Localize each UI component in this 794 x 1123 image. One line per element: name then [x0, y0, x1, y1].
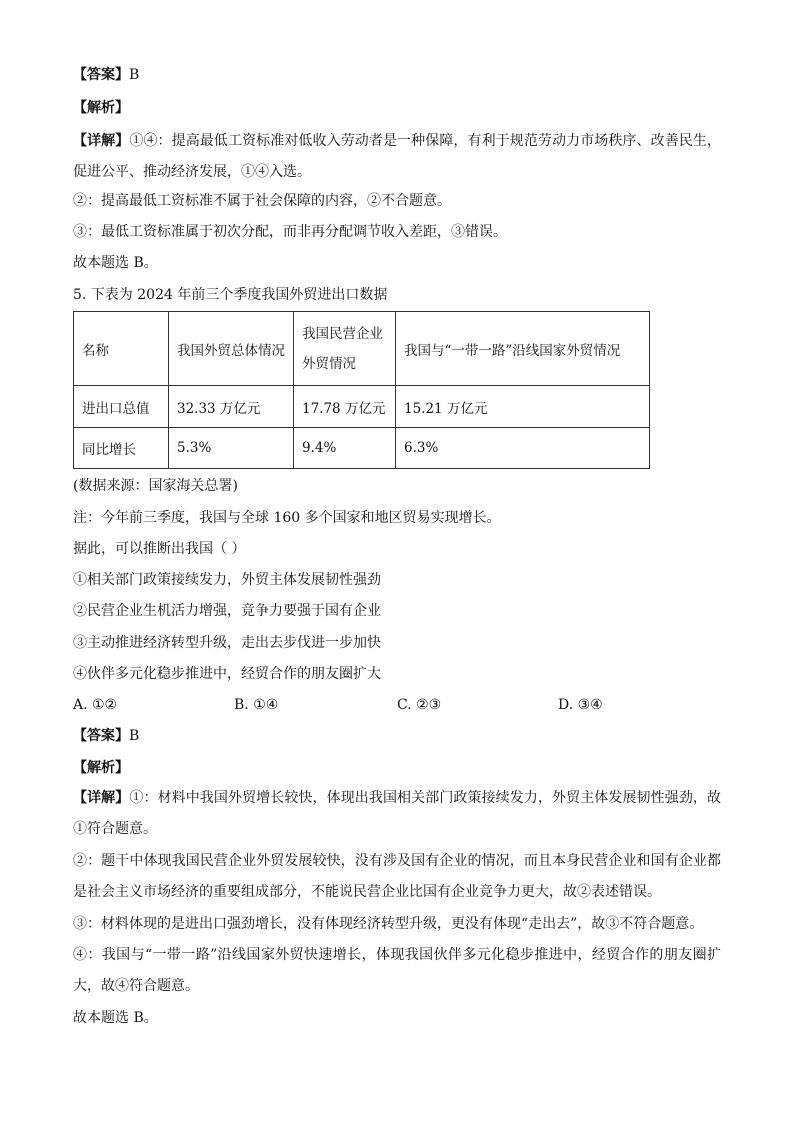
answer-label: 【答案】 — [73, 728, 129, 744]
note: 注：今年前三季度，我国与全球 160 多个国家和地区贸易实现增长。 — [73, 510, 501, 526]
option-d[interactable]: D. ③④ — [558, 697, 603, 713]
table-row — [74, 386, 650, 428]
conclusion: 故本题选 B。 — [73, 1010, 158, 1026]
detail-label: 【详解】 — [73, 133, 130, 149]
data-source: (数据来源：国家海关总署) — [73, 478, 238, 494]
table-cell: 5.3% — [169, 428, 294, 469]
answer-line — [73, 65, 139, 85]
detail-label: 【详解】 — [73, 790, 130, 806]
answer-label: 【答案】 — [73, 67, 129, 83]
detail-paragraph: ②：题干中体现我国民营企业外贸发展较快，没有涉及国有企业的情况，而且本身民营企业和国有企业都是社会主义市场经济的重要组成部分，不能说民营企业比国有企业竞争力更大，故②表述错误。 — [73, 853, 721, 900]
answer-options — [73, 695, 721, 715]
table-cell: 32.33 万亿元 — [169, 386, 294, 428]
answer-line — [73, 726, 139, 746]
detail-paragraph: ②：提高最低工资标准不属于社会保障的内容，②不合题意。 — [73, 193, 451, 209]
table-header-cell: 名称 — [74, 312, 169, 386]
table-cell: 15.21 万亿元 — [396, 386, 650, 428]
table-header-cell: 我国与“一带一路”沿线国家外贸情况 — [396, 312, 650, 386]
detail-text: ①④：提高最低工资标准对低收入劳动者是一种保障，有利于规范劳动力市场秩序、改善民生，促进公平、推动经济发展，①④入选。 — [73, 133, 722, 180]
analysis-label: 【解析】 — [73, 100, 129, 116]
detail-text: ①：材料中我国外贸增长较快，体现出我国相关部门政策接续发力，外贸主体发展韧性强劲，故①符合题意。 — [73, 790, 722, 837]
table-header-row — [74, 312, 650, 386]
analysis-label: 【解析】 — [73, 760, 129, 776]
table-cell: 6.3% — [396, 428, 650, 469]
statement-4: ④伙伴多元化稳步推进中，经贸合作的朋友圈扩大 — [73, 666, 381, 682]
table-header-cell: 我国民营企业外贸情况 — [294, 312, 396, 386]
table-cell: 同比增长 — [74, 428, 169, 469]
statement-3: ③主动推进经济转型升级，走出去步伐进一步加快 — [73, 635, 381, 651]
detail-paragraph: ④：我国与“一带一路”沿线国家外贸快速增长，体现我国伙伴多元化稳步推进中，经贸合作的朋友圈扩大，故④符合题意。 — [73, 947, 721, 994]
statement-1: ①相关部门政策接续发力，外贸主体发展韧性强劲 — [73, 572, 381, 588]
question-stem: 5. 下表为 2024 年前三个季度我国外贸进出口数据 — [73, 287, 388, 303]
detail-paragraph — [73, 126, 721, 188]
statement-2: ②民营企业生机活力增强，竞争力要强于国有企业 — [73, 603, 381, 619]
option-b[interactable]: B. ①④ — [234, 697, 279, 713]
detail-paragraph: ③：材料体现的是进出口强劲增长，没有体现经济转型升级，更没有体现“走出去”，故③不符合题意。 — [73, 916, 704, 932]
detail-paragraph: ③：最低工资标准属于初次分配，而非再分配调节收入差距，③错误。 — [73, 224, 507, 240]
table-header-cell: 我国外贸总体情况 — [169, 312, 294, 386]
answer-value: B — [129, 67, 140, 83]
option-c[interactable]: C. ②③ — [397, 697, 442, 713]
table-cell: 进出口总值 — [74, 386, 169, 428]
detail-paragraph — [73, 783, 721, 845]
trade-data-table — [73, 311, 650, 469]
table-cell: 17.78 万亿元 — [294, 386, 396, 428]
option-a[interactable]: A. ①② — [73, 697, 118, 713]
question-prompt: 据此，可以推断出我国（ ） — [73, 541, 246, 557]
table-cell: 9.4% — [294, 428, 396, 469]
conclusion: 故本题选 B。 — [73, 255, 158, 271]
answer-value: B — [129, 728, 140, 744]
table-row — [74, 428, 650, 469]
